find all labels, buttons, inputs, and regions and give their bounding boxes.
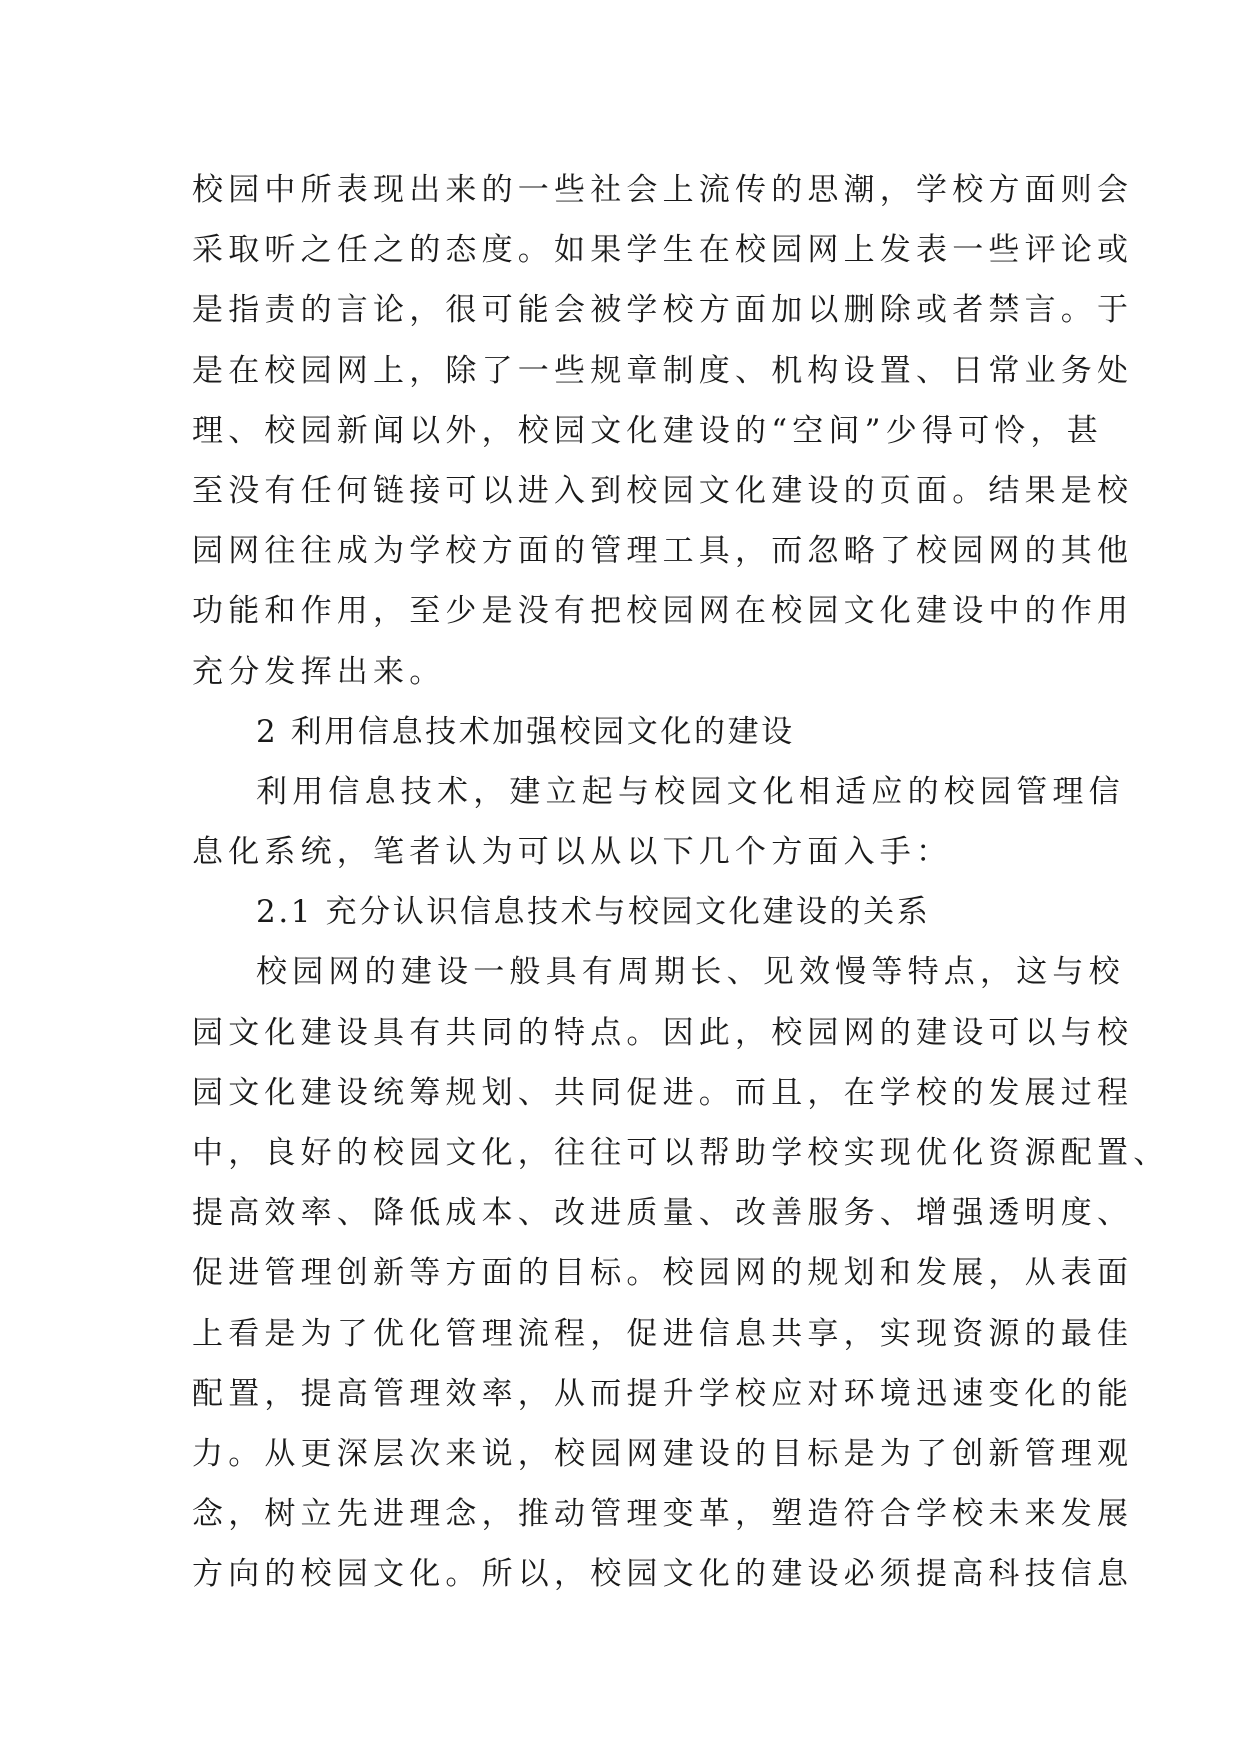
- text-line: 力。从更深层次来说，校园网建设的目标是为了创新管理观: [192, 1435, 1134, 1472]
- text-line: 园文化建设统筹规划、共同促进。而且，在学校的发展过程: [192, 1074, 1134, 1111]
- text-line: 配置，提高管理效率，从而提升学校应对环境迅速变化的能: [192, 1375, 1134, 1412]
- text-line: 园文化建设具有共同的特点。因此，校园网的建设可以与校: [192, 1014, 1134, 1051]
- text-line: 促进管理创新等方面的目标。校园网的规划和发展，从表面: [192, 1255, 1134, 1292]
- text-line: 充分发挥出来。: [192, 653, 446, 690]
- text-line: 中，良好的校园文化，往往可以帮助学校实现优化资源配置、: [192, 1135, 1170, 1171]
- text-line: 利用信息技术，建立起与校园文化相适应的校园管理信: [256, 773, 1125, 810]
- text-line: 采取听之任之的态度。如果学生在校园网上发表一些评论或: [192, 232, 1134, 269]
- text-line: 校园网的建设一般具有周期长、见效慢等特点，这与校: [256, 954, 1125, 991]
- text-line: 方向的校园文化。所以，校园文化的建设必须提高科技信息: [192, 1556, 1134, 1593]
- text-line: 上看是为了优化管理流程，促进信息共享，实现资源的最佳: [192, 1315, 1134, 1352]
- text-line: 功能和作用，至少是没有把校园网在校园文化建设中的作用: [192, 593, 1134, 630]
- text-line: 息化系统，笔者认为可以从以下几个方面入手：: [192, 834, 953, 871]
- text-line: 是指责的言论，很可能会被学校方面加以删除或者禁言。于: [192, 292, 1134, 329]
- text-line: 是在校园网上，除了一些规章制度、机构设置、日常业务处: [192, 352, 1134, 389]
- text-line: 校园中所表现出来的一些社会上流传的思潮，学校方面则会: [192, 172, 1134, 208]
- body-text: [192, 160, 1170, 1605]
- text-line: 至没有任何链接可以进入到校园文化建设的页面。结果是校: [192, 472, 1134, 509]
- text-line: 园网往往成为学校方面的管理工具，而忽略了校园网的其他: [192, 533, 1134, 570]
- section-heading: 2 利用信息技术加强校园文化的建设: [256, 713, 795, 750]
- text-line: 提高效率、降低成本、改进质量、改善服务、增强透明度、: [192, 1195, 1134, 1232]
- text-line: 念，树立先进理念，推动管理变革，塑造符合学校未来发展: [192, 1496, 1134, 1533]
- subsection-heading: 2.1 充分认识信息技术与校园文化建设的关系: [256, 894, 931, 931]
- text-line: 理、校园新闻以外，校园文化建设的“空间”少得可怜，甚: [192, 412, 1103, 449]
